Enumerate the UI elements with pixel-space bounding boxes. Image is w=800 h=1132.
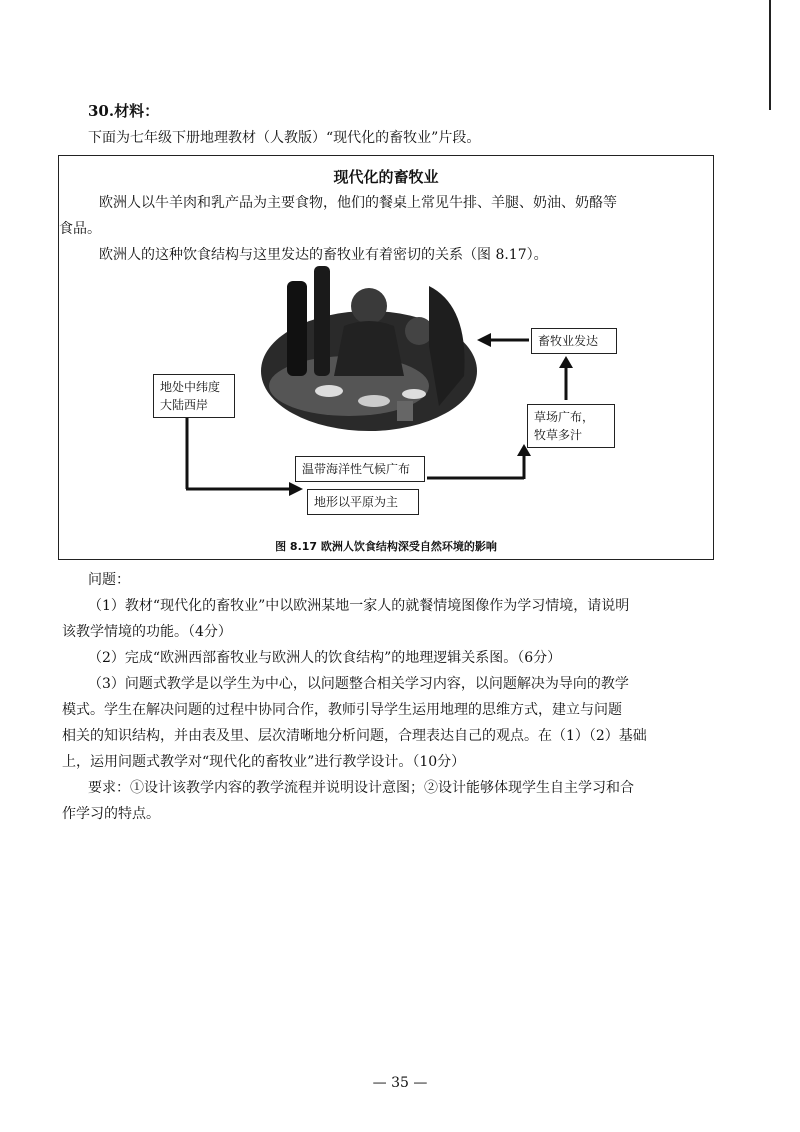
flow-box-climate: 温带海洋性气候广布: [295, 456, 425, 482]
q2-text: （2）完成“欧洲西部畜牧业与欧洲人的饮食结构”的地理逻辑关系图。（6分）: [88, 650, 562, 666]
q3-line2: 模式。学生在解决问题的过程中协同合作，教师引导学生运用地理的思维方式，建立与问题: [62, 702, 622, 718]
scan-edge-line: [769, 0, 771, 110]
q3-line3: 相关的知识结构，并由表及里、层次清晰地分析问题，合理表达自己的观点。在（1）（2）基础: [62, 728, 647, 744]
figure-caption: 图 8.17 欧洲人饮食结构深受自然环境的影响: [275, 540, 497, 553]
flow-box-location: 地处中纬度 大陆西岸: [153, 374, 235, 418]
flow-box-husbandry: 畜牧业发达: [531, 328, 617, 354]
excerpt-para2: 欧洲人的这种饮食结构与这里发达的畜牧业有着密切的关系（图 8.17）。: [99, 247, 548, 263]
page-number: — 35 —: [372, 1075, 428, 1091]
q1-line1: （1）教材“现代化的畜牧业”中以欧洲某地一家人的就餐情境图像作为学习情境，请说明: [88, 598, 630, 614]
q3-line4: 上，运用问题式教学对“现代化的畜牧业”进行教学设计。（10分）: [62, 754, 466, 770]
q1-line2: 该教学情境的功能。（4分）: [62, 624, 232, 640]
requirement-line1: 要求：①设计该教学内容的教学流程并说明设计意图；②设计能够体现学生自主学习和合: [88, 780, 634, 796]
flow-box-grassland: 草场广布， 牧草多汁: [527, 404, 615, 448]
textbook-excerpt-box: [58, 155, 714, 560]
excerpt-para1-line1: 欧洲人以牛羊肉和乳产品为主要食物，他们的餐桌上常见牛排、羊腿、奶油、奶酪等: [99, 195, 617, 211]
question-number: 30.材料：: [88, 102, 160, 120]
excerpt-para1-line2: 食品。: [59, 221, 101, 237]
question-intro: 下面为七年级下册地理教材（人教版）“现代化的畜牧业”片段。: [88, 130, 481, 146]
flow-box-terrain: 地形以平原为主: [307, 489, 419, 515]
q3-line1: （3）问题式教学是以学生为中心，以问题整合相关学习内容，以问题解决为导向的教学: [88, 676, 629, 692]
excerpt-title: 现代化的畜牧业: [333, 168, 439, 186]
problems-heading: 问题：: [88, 572, 130, 588]
dining-family-illustration: [261, 266, 477, 431]
requirement-line2: 作学习的特点。: [62, 806, 160, 822]
